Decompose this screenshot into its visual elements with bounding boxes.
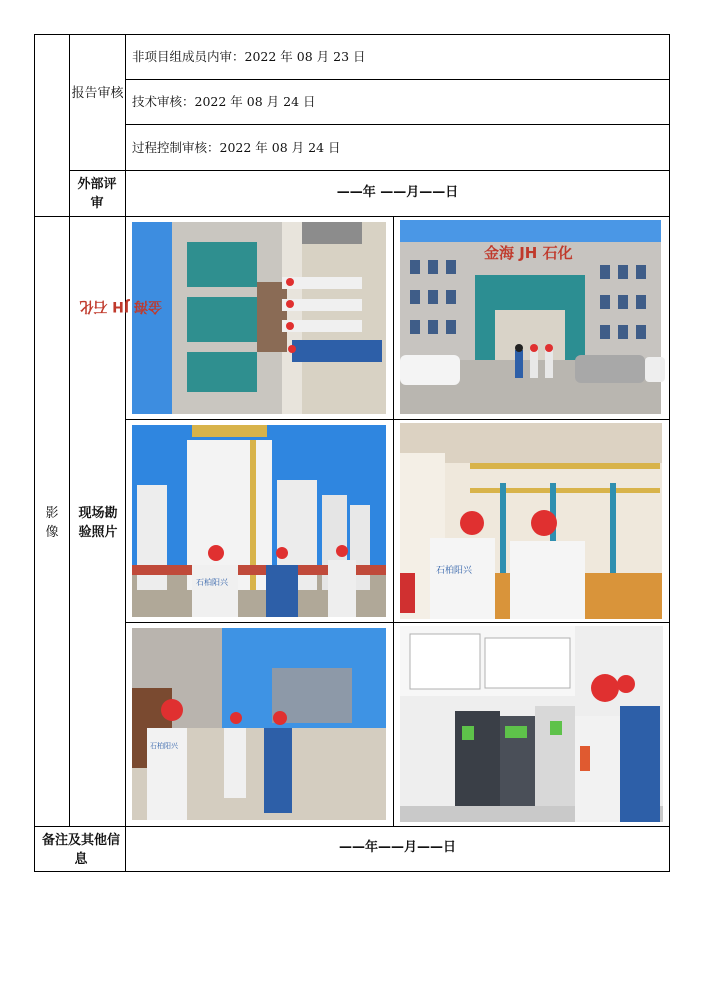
table-border-left — [34, 34, 35, 872]
row-divider — [125, 79, 670, 80]
vest-text: 石柏阳兴 — [150, 742, 178, 750]
site-photos-label: 现场勘验照片 — [78, 506, 118, 540]
external-review-label: 外部评审 — [77, 177, 117, 211]
photo-row-divider — [125, 419, 670, 420]
column-divider — [125, 34, 126, 872]
technical-review-text: 技术审核：2022 年 08 月 24 日 — [132, 94, 316, 109]
table-border-right — [669, 34, 670, 872]
photo-sign-text: 金海 JH 石化 — [484, 244, 573, 262]
review-label: 报告审核 — [71, 86, 124, 101]
site-photo-6 — [400, 626, 663, 822]
process-control-review-text: 过程控制审核：2022 年 08 月 24 日 — [132, 140, 341, 155]
site-photo-2 — [400, 220, 661, 414]
vest-text: 石柏阳兴 — [436, 566, 473, 576]
internal-review-text: 非项目组成员内审：2022 年 08 月 23 日 — [132, 49, 366, 64]
row-divider — [34, 216, 670, 217]
row-divider — [34, 826, 670, 827]
site-photo-5 — [132, 628, 386, 820]
images-label: 影像 — [45, 506, 59, 540]
photo-sign-text: 金海 JH 石化 — [79, 298, 162, 314]
remarks-date: ——年——月——日 — [338, 840, 456, 855]
table-border-bottom — [34, 871, 670, 872]
remarks-label: 备注及其他信息 — [41, 833, 120, 867]
column-divider — [69, 34, 70, 826]
photo-row-divider — [125, 622, 670, 623]
photo-column-divider — [393, 216, 394, 826]
row-divider — [125, 124, 670, 125]
table-border-top — [34, 34, 670, 35]
external-review-date: ——年 ——月——日 — [336, 185, 459, 200]
site-photo-4 — [400, 423, 662, 619]
site-photo-3 — [132, 425, 386, 617]
row-divider — [69, 170, 670, 171]
site-photo-1 — [79, 222, 386, 414]
vest-text: 石柏阳兴 — [196, 578, 228, 587]
